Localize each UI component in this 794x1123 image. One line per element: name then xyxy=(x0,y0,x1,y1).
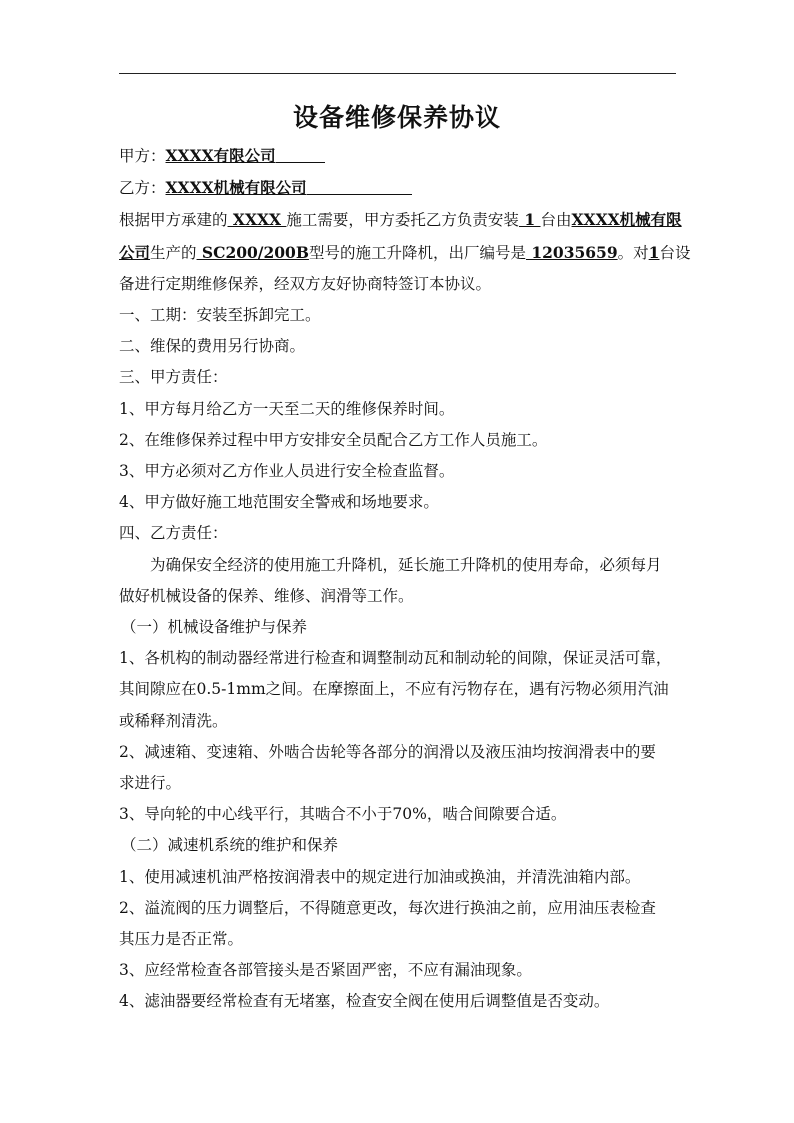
intro-text: 型号的施工升降机，出厂编号是 xyxy=(308,243,526,262)
serial-number: 12035659 xyxy=(525,242,618,262)
equipment-model: SC200/200B xyxy=(196,242,309,262)
intro-line-2 xyxy=(119,237,691,269)
intro-text: 台设 xyxy=(659,243,691,262)
party-a-line xyxy=(119,140,676,172)
party-a-label: 甲方： xyxy=(119,147,166,165)
manufacturer-name-cont: 公司 xyxy=(119,242,151,262)
party-a-value: XXXX有限公司 xyxy=(165,146,276,165)
party-b-blank xyxy=(307,178,412,195)
sub1-item-3: 3、导向轮的中心线平行，其啮合不小于70%，啮合间隙要合适。 xyxy=(119,805,567,824)
intro-line-3: 备进行定期维修保养，经双方友好协商特签订本协议。 xyxy=(119,274,492,293)
intro-line-1 xyxy=(119,204,682,236)
section-2-fees: 二、维保的费用另行协商。 xyxy=(119,337,306,356)
subsection-2-heading: （二）减速机系统的维护和保养 xyxy=(121,836,339,855)
sub2-item-3: 3、应经常检查各部管接头是否紧固严密，不应有漏油现象。 xyxy=(119,961,532,980)
project-name: XXXX xyxy=(227,210,287,230)
intro-text: 。对 xyxy=(617,243,649,262)
sub2-item-2-line-2: 其压力是否正常。 xyxy=(119,930,244,949)
intro-text: 生产的 xyxy=(150,243,197,262)
party-a-duty-1: 1、甲方每月给乙方一天至二天的维修保养时间。 xyxy=(119,399,455,418)
maintenance-quantity: 1 xyxy=(648,242,660,262)
header-rule xyxy=(119,73,676,74)
party-a-duty-2: 2、在维修保养过程中甲方安排安全员配合乙方工作人员施工。 xyxy=(119,430,548,449)
intro-text: 根据甲方承建的 xyxy=(119,211,228,230)
sub1-item-1-line-3: 或稀释剂清洗。 xyxy=(119,711,228,730)
party-a-duty-4: 4、甲方做好施工地范围安全警戒和场地要求。 xyxy=(119,493,439,512)
party-a-blank xyxy=(276,146,325,163)
party-b-label: 乙方： xyxy=(119,179,166,198)
party-b-line xyxy=(119,172,676,204)
document-body xyxy=(119,140,691,1018)
sub1-item-1-line-2: 其间隙应在0.5-1mm之间。在摩擦面上，不应有污物存在，遇有污物必须用汽油 xyxy=(119,680,669,699)
sub2-item-4: 4、滤油器要经常检查有无堵塞，检查安全阀在使用后调整值是否变动。 xyxy=(119,992,610,1011)
intro-text: 台由 xyxy=(540,211,572,230)
sub1-item-1-line-1: 1、各机构的制动器经常进行检查和调整制动瓦和制动轮的间隙，保证灵活可靠， xyxy=(119,649,672,668)
subsection-1-heading: （一）机械设备维护与保养 xyxy=(121,618,308,637)
party-b-value: XXXX机械有限公司 xyxy=(165,178,307,198)
document-title: 设备维修保养协议 xyxy=(292,103,501,132)
install-quantity: 1 xyxy=(518,210,541,230)
section-1-term: 一、工期：安装至拆卸完工。 xyxy=(119,306,321,325)
section-4-para-line-2: 做好机械设备的保养、维修、润滑等工作。 xyxy=(119,586,414,605)
sub1-item-2-line-1: 2、减速箱、变速箱、外啮合齿轮等各部分的润滑以及液压油均按润滑表中的要 xyxy=(119,742,656,761)
manufacturer-name: XXXX机械有限 xyxy=(571,210,682,230)
sub1-item-2-line-2: 求进行。 xyxy=(119,774,182,793)
section-4-heading: 四、乙方责任： xyxy=(119,524,228,543)
party-a-duty-3: 3、甲方必须对乙方作业人员进行安全检查监督。 xyxy=(119,462,455,481)
sub2-item-1: 1、使用减速机油严格按润滑表中的规定进行加油或换油，并清洗油箱内部。 xyxy=(119,867,641,886)
section-4-para-line-1: 为确保安全经济的使用施工升降机，延长施工升降机的使用寿命，必须每月 xyxy=(150,555,662,574)
section-3-heading: 三、甲方责任： xyxy=(119,368,228,387)
intro-text: 施工需要，甲方委托乙方负责安装 xyxy=(286,211,519,230)
sub2-item-2-line-1: 2、溢流阀的压力调整后，不得随意更改，每次进行换油之前，应用油压表检查 xyxy=(119,898,656,917)
